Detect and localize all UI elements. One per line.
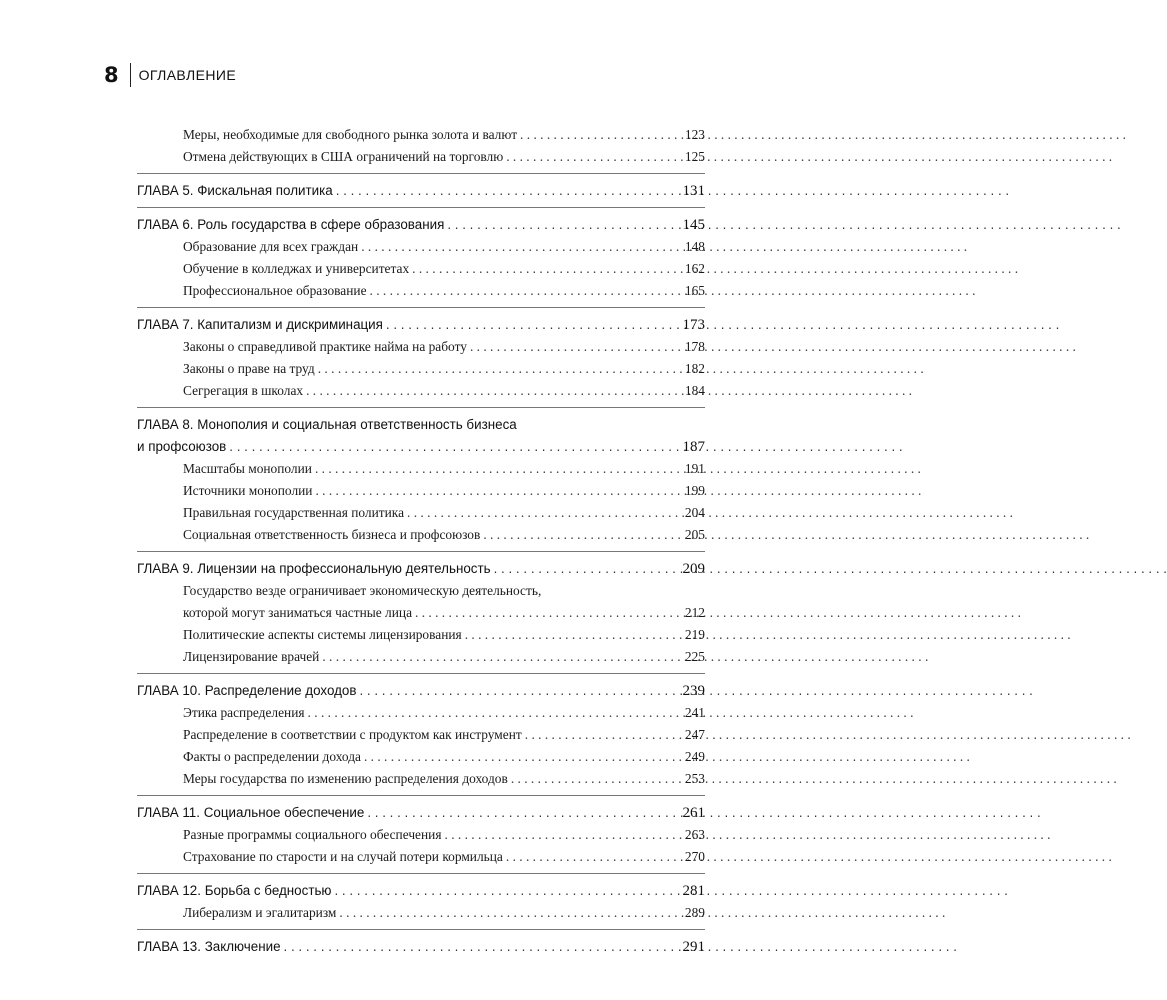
toc-entry-page: 263 bbox=[684, 827, 705, 842]
leader-dots bbox=[383, 314, 683, 336]
toc-chapter-title: ГЛАВА 11. Социальное обеспечение bbox=[137, 805, 365, 820]
toc-entry-title: Меры, необходимые для свободного рынка золота и валют bbox=[183, 127, 518, 142]
toc-entry-title: Меры государства по изменению распределения доходов bbox=[183, 771, 508, 786]
leader-dots bbox=[462, 624, 685, 646]
page-header bbox=[104, 62, 236, 88]
toc-entry-title: Профессиональное образование bbox=[183, 283, 367, 298]
toc-chapter-page: 291 bbox=[682, 939, 705, 955]
toc-chapter[interactable] bbox=[137, 680, 705, 702]
toc-entry[interactable] bbox=[137, 336, 705, 358]
toc-entry-title: Масштабы монополии bbox=[183, 461, 312, 476]
leader-dots bbox=[404, 502, 685, 524]
toc-entry-title: Лицензирование врачей bbox=[183, 649, 320, 664]
toc-entry-page: 205 bbox=[684, 527, 705, 542]
leader-dots bbox=[491, 558, 683, 580]
toc-entry[interactable] bbox=[137, 502, 705, 524]
toc-entry[interactable] bbox=[137, 524, 705, 546]
toc-entry[interactable] bbox=[137, 824, 705, 846]
toc-entry[interactable] bbox=[137, 380, 705, 402]
toc-chapter-title: ГЛАВА 6. Роль государства в сфере образования bbox=[137, 217, 445, 232]
toc-entry-page: 191 bbox=[684, 461, 705, 476]
toc-entry[interactable] bbox=[137, 258, 705, 280]
toc-entry-title: Образование для всех граждан bbox=[183, 239, 359, 254]
toc-entry-page: 184 bbox=[684, 383, 705, 398]
toc-entry[interactable] bbox=[137, 768, 705, 790]
toc-entry-title: Социальная ответственность бизнеса и профсоюзов bbox=[183, 527, 481, 542]
leader-dots bbox=[361, 746, 685, 768]
divider bbox=[137, 929, 705, 930]
toc-entry-page: 225 bbox=[684, 649, 705, 664]
leader-dots bbox=[303, 380, 685, 402]
divider bbox=[137, 407, 705, 408]
toc-chapter-page: 281 bbox=[682, 883, 705, 899]
toc-chapter-page: 239 bbox=[682, 683, 705, 699]
toc-entry-page: 162 bbox=[684, 261, 705, 276]
toc-chapter[interactable] bbox=[137, 180, 705, 202]
toc-entry-title: Законы о справедливой практике найма на работу bbox=[183, 339, 467, 354]
toc-chapter-page: 261 bbox=[682, 805, 705, 821]
toc-entry-title: Распределение в соответствии с продуктом как инструмент bbox=[183, 727, 522, 742]
header-divider bbox=[130, 63, 131, 87]
divider bbox=[137, 873, 705, 874]
leader-dots bbox=[281, 936, 683, 958]
toc-entry-title: Страхование по старости и на случай потери кормильца bbox=[183, 849, 503, 864]
toc-chapter[interactable] bbox=[137, 936, 705, 958]
leader-dots bbox=[333, 180, 683, 202]
toc-chapter-page: 173 bbox=[682, 317, 705, 333]
toc-entry-page: 249 bbox=[684, 749, 705, 764]
leader-dots bbox=[467, 336, 685, 358]
toc-entry-page: 178 bbox=[684, 339, 705, 354]
toc-chapter-title-line2: и профсоюзов bbox=[137, 439, 227, 454]
toc-entry[interactable] bbox=[137, 358, 705, 380]
leader-dots bbox=[508, 768, 685, 790]
toc-entry[interactable] bbox=[137, 124, 705, 146]
toc-entry-title: Этика распределения bbox=[183, 705, 305, 720]
toc-entry-title: Обучение в колледжах и университетах bbox=[183, 261, 410, 276]
toc-entry-page: 125 bbox=[684, 149, 705, 164]
toc-entry-page: 247 bbox=[684, 727, 705, 742]
toc-entry[interactable] bbox=[137, 702, 705, 724]
leader-dots bbox=[312, 458, 685, 480]
toc-entry[interactable] bbox=[137, 624, 705, 646]
toc-entry-page: 219 bbox=[684, 627, 705, 642]
toc-entry-page: 212 bbox=[684, 605, 705, 620]
toc-entry[interactable] bbox=[137, 724, 705, 746]
section-title: ОГЛАВЛЕНИЕ bbox=[138, 67, 237, 83]
toc-entry-page: 253 bbox=[684, 771, 705, 786]
toc-entry-page: 182 bbox=[684, 361, 705, 376]
leader-dots bbox=[517, 124, 685, 146]
page-number: 8 bbox=[104, 63, 119, 87]
toc-chapter[interactable] bbox=[137, 558, 705, 580]
leader-dots bbox=[442, 824, 685, 846]
toc-entry-title-line1: Государство везде ограничивает экономическую деятельность, bbox=[183, 583, 542, 598]
leader-dots bbox=[305, 702, 685, 724]
toc-entry[interactable] bbox=[137, 236, 705, 258]
toc-entry[interactable] bbox=[137, 902, 705, 924]
toc-chapter[interactable] bbox=[137, 880, 705, 902]
toc-chapter[interactable] bbox=[137, 214, 705, 236]
leader-dots bbox=[336, 902, 684, 924]
toc-entry[interactable] bbox=[137, 480, 705, 502]
toc-entry[interactable] bbox=[137, 458, 705, 480]
toc-chapter-page: 209 bbox=[682, 561, 705, 577]
toc-entry[interactable] bbox=[137, 646, 705, 668]
leader-dots bbox=[522, 724, 685, 746]
toc-entry-page: 123 bbox=[684, 127, 705, 142]
leader-dots bbox=[364, 802, 682, 824]
toc-entry-page: 148 bbox=[684, 239, 705, 254]
toc-entry[interactable] bbox=[137, 746, 705, 768]
leader-dots bbox=[444, 214, 682, 236]
toc-chapter-page: 145 bbox=[682, 217, 705, 233]
toc-entry-title: Законы о праве на труд bbox=[183, 361, 315, 376]
toc-chapter-title: ГЛАВА 10. Распределение доходов bbox=[137, 683, 357, 698]
toc-chapter[interactable] bbox=[137, 314, 705, 336]
divider bbox=[137, 551, 705, 552]
leader-dots bbox=[319, 646, 685, 668]
leader-dots bbox=[226, 436, 682, 458]
toc-entry-page: 289 bbox=[684, 905, 705, 920]
toc-chapter-title: ГЛАВА 12. Борьба с бедностью bbox=[137, 883, 332, 898]
leader-dots bbox=[480, 524, 685, 546]
toc-entry-title: Либерализм и эгалитаризм bbox=[183, 905, 337, 920]
toc-entry-title-line2: которой могут заниматься частные лица bbox=[183, 605, 413, 620]
leader-dots bbox=[358, 236, 685, 258]
toc-entry[interactable] bbox=[137, 280, 705, 302]
table-of-contents bbox=[137, 124, 705, 958]
divider bbox=[137, 207, 705, 208]
leader-dots bbox=[315, 358, 685, 380]
leader-dots bbox=[312, 480, 684, 502]
toc-entry-page: 204 bbox=[684, 505, 705, 520]
toc-entry-page: 199 bbox=[684, 483, 705, 498]
toc-entry-page: 270 bbox=[684, 849, 705, 864]
leader-dots bbox=[503, 846, 685, 868]
leader-dots bbox=[409, 258, 685, 280]
toc-chapter[interactable] bbox=[137, 802, 705, 824]
leader-dots bbox=[331, 880, 682, 902]
toc-entry-title: Политические аспекты системы лицензирования bbox=[183, 627, 462, 642]
toc-chapter-title: ГЛАВА 5. Фискальная политика bbox=[137, 183, 333, 198]
leader-dots bbox=[503, 146, 685, 168]
toc-chapter-page: 187 bbox=[682, 439, 705, 455]
divider bbox=[137, 173, 705, 174]
toc-entry[interactable] bbox=[137, 580, 705, 624]
leader-dots bbox=[367, 280, 685, 302]
toc-chapter-page: 131 bbox=[682, 183, 705, 199]
leader-dots bbox=[356, 680, 682, 702]
toc-chapter-title: ГЛАВА 7. Капитализм и дискриминация bbox=[137, 317, 383, 332]
toc-entry[interactable] bbox=[137, 846, 705, 868]
toc-chapter-title: ГЛАВА 9. Лицензии на профессиональную деятельность bbox=[137, 561, 491, 576]
toc-entry-title: Источники монополии bbox=[183, 483, 313, 498]
divider bbox=[137, 795, 705, 796]
toc-entry[interactable] bbox=[137, 146, 705, 168]
divider bbox=[137, 673, 705, 674]
toc-entry-title: Сегрегация в школах bbox=[183, 383, 304, 398]
toc-entry-page: 165 bbox=[684, 283, 705, 298]
leader-dots bbox=[412, 602, 685, 624]
divider bbox=[137, 307, 705, 308]
toc-entry-title: Разные программы социального обеспечения bbox=[183, 827, 442, 842]
toc-chapter-title: ГЛАВА 13. Заключение bbox=[137, 939, 281, 954]
toc-chapter[interactable] bbox=[137, 414, 705, 458]
toc-entry-title: Отмена действующих в США ограничений на торговлю bbox=[183, 149, 504, 164]
toc-entry-title: Правильная государственная политика bbox=[183, 505, 405, 520]
toc-entry-page: 241 bbox=[684, 705, 705, 720]
toc-entry-title: Факты о распределении дохода bbox=[183, 749, 361, 764]
toc-chapter-title-line1: ГЛАВА 8. Монополия и социальная ответственность бизнеса bbox=[137, 417, 517, 432]
